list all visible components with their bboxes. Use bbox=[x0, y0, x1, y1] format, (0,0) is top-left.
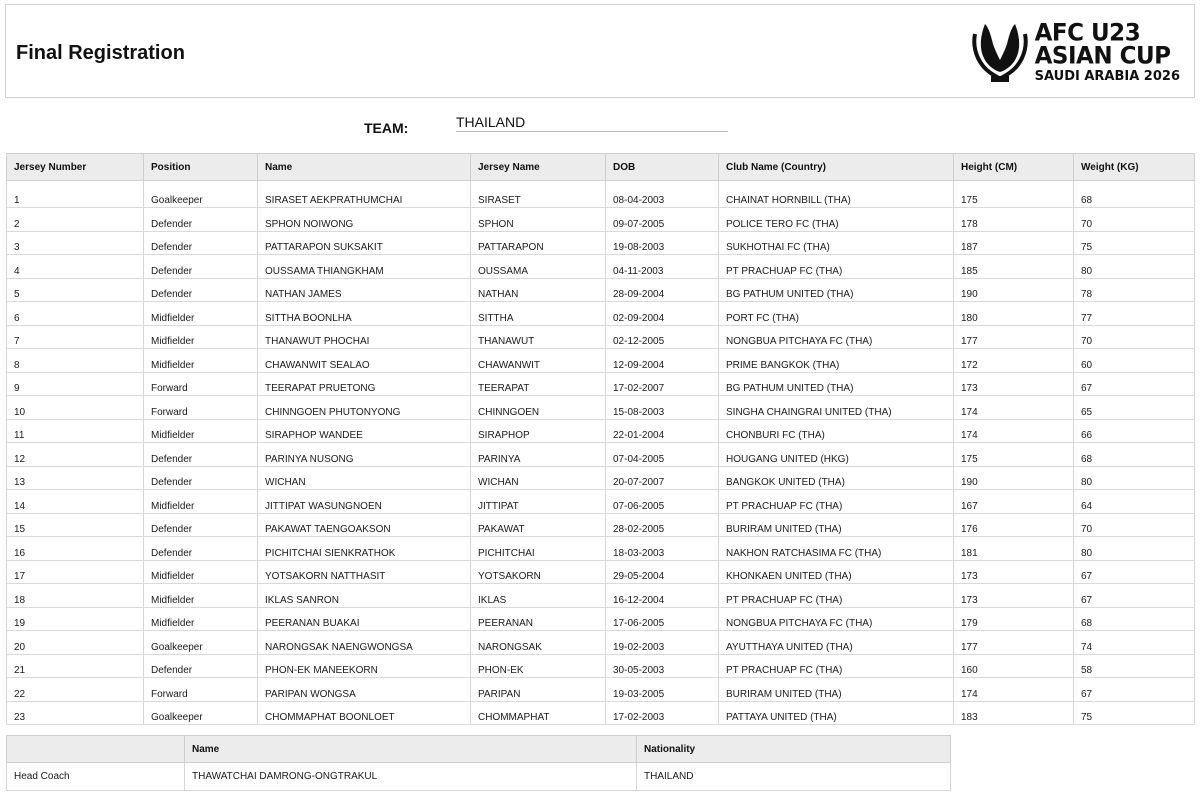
table-row bbox=[7, 631, 1195, 655]
dob-cell: 19-08-2003 bbox=[606, 231, 719, 255]
column-header-dob: DOB bbox=[606, 154, 719, 181]
name-cell: PATTARAPON SUKSAKIT bbox=[258, 231, 471, 255]
position-cell: Midfielder bbox=[144, 560, 258, 584]
table-row bbox=[7, 678, 1195, 702]
height-cell: 178 bbox=[954, 208, 1074, 232]
jersey-number-cell: 20 bbox=[7, 631, 144, 655]
jersey-number-cell: 11 bbox=[7, 419, 144, 443]
weight-cell: 65 bbox=[1074, 396, 1195, 420]
name-cell: IKLAS SANRON bbox=[258, 584, 471, 608]
weight-cell: 67 bbox=[1074, 560, 1195, 584]
dob-cell: 09-07-2005 bbox=[606, 208, 719, 232]
jersey-number-cell: 4 bbox=[7, 255, 144, 279]
dob-cell: 22-01-2004 bbox=[606, 419, 719, 443]
staff-table bbox=[6, 735, 951, 791]
dob-cell: 17-06-2005 bbox=[606, 607, 719, 631]
club-cell: BG PATHUM UNITED (THA) bbox=[719, 278, 954, 302]
jersey-name-cell: NARONGSAK bbox=[471, 631, 606, 655]
club-cell: NAKHON RATCHASIMA FC (THA) bbox=[719, 537, 954, 561]
jersey-number-cell: 8 bbox=[7, 349, 144, 373]
weight-cell: 60 bbox=[1074, 349, 1195, 373]
name-cell: YOTSAKORN NATTHASIT bbox=[258, 560, 471, 584]
position-cell: Defender bbox=[144, 255, 258, 279]
club-cell: BURIRAM UNITED (THA) bbox=[719, 678, 954, 702]
name-cell: WICHAN bbox=[258, 466, 471, 490]
jersey-name-cell: SIRAPHOP bbox=[471, 419, 606, 443]
column-header-jersey-name: Jersey Name bbox=[471, 154, 606, 181]
jersey-name-cell: PHON-EK bbox=[471, 654, 606, 678]
jersey-number-cell: 13 bbox=[7, 466, 144, 490]
table-row bbox=[7, 701, 1195, 725]
name-cell: PICHITCHAI SIENKRATHOK bbox=[258, 537, 471, 561]
dob-cell: 29-05-2004 bbox=[606, 560, 719, 584]
club-cell: PRIME BANGKOK (THA) bbox=[719, 349, 954, 373]
weight-cell: 70 bbox=[1074, 325, 1195, 349]
club-cell: BANGKOK UNITED (THA) bbox=[719, 466, 954, 490]
position-cell: Forward bbox=[144, 372, 258, 396]
weight-cell: 80 bbox=[1074, 255, 1195, 279]
table-row bbox=[7, 654, 1195, 678]
staff-role: Head Coach bbox=[7, 763, 185, 791]
weight-cell: 78 bbox=[1074, 278, 1195, 302]
column-header-nationality: Nationality bbox=[637, 736, 951, 763]
height-cell: 173 bbox=[954, 584, 1074, 608]
height-cell: 181 bbox=[954, 537, 1074, 561]
jersey-number-cell: 19 bbox=[7, 607, 144, 631]
name-cell: SITTHA BOONLHA bbox=[258, 302, 471, 326]
club-cell: CHAINAT HORNBILL (THA) bbox=[719, 181, 954, 208]
position-cell: Defender bbox=[144, 537, 258, 561]
jersey-number-cell: 22 bbox=[7, 678, 144, 702]
dob-cell: 16-12-2004 bbox=[606, 584, 719, 608]
club-cell: PT PRACHUAP FC (THA) bbox=[719, 584, 954, 608]
height-cell: 167 bbox=[954, 490, 1074, 514]
dob-cell: 17-02-2007 bbox=[606, 372, 719, 396]
position-cell: Midfielder bbox=[144, 325, 258, 349]
height-cell: 160 bbox=[954, 654, 1074, 678]
weight-cell: 58 bbox=[1074, 654, 1195, 678]
position-cell: Defender bbox=[144, 654, 258, 678]
jersey-name-cell: NATHAN bbox=[471, 278, 606, 302]
name-cell: TEERAPAT PRUETONG bbox=[258, 372, 471, 396]
name-cell: SIRASET AEKPRATHUMCHAI bbox=[258, 181, 471, 208]
table-row bbox=[7, 443, 1195, 467]
height-cell: 176 bbox=[954, 513, 1074, 537]
weight-cell: 67 bbox=[1074, 678, 1195, 702]
weight-cell: 75 bbox=[1074, 231, 1195, 255]
jersey-name-cell: CHAWANWIT bbox=[471, 349, 606, 373]
jersey-number-cell: 2 bbox=[7, 208, 144, 232]
table-row bbox=[7, 302, 1195, 326]
club-cell: SINGHA CHAINGRAI UNITED (THA) bbox=[719, 396, 954, 420]
club-cell: BURIRAM UNITED (THA) bbox=[719, 513, 954, 537]
staff-name: THAWATCHAI DAMRONG-ONGTRAKUL bbox=[185, 763, 637, 791]
dob-cell: 28-02-2005 bbox=[606, 513, 719, 537]
position-cell: Midfielder bbox=[144, 490, 258, 514]
dob-cell: 04-11-2003 bbox=[606, 255, 719, 279]
weight-cell: 80 bbox=[1074, 537, 1195, 561]
name-cell: PARIPAN WONGSA bbox=[258, 678, 471, 702]
table-row bbox=[7, 181, 1195, 208]
dob-cell: 15-08-2003 bbox=[606, 396, 719, 420]
page-title: Final Registration bbox=[16, 42, 185, 64]
club-cell: PT PRACHUAP FC (THA) bbox=[719, 490, 954, 514]
club-cell: NONGBUA PITCHAYA FC (THA) bbox=[719, 325, 954, 349]
column-header-staff-name: Name bbox=[185, 736, 637, 763]
team-label: TEAM: bbox=[364, 120, 409, 136]
staff-header-row bbox=[7, 736, 951, 763]
name-cell: NARONGSAK NAENGWONGSA bbox=[258, 631, 471, 655]
height-cell: 180 bbox=[954, 302, 1074, 326]
jersey-number-cell: 23 bbox=[7, 701, 144, 725]
name-cell: PHON-EK MANEEKORN bbox=[258, 654, 471, 678]
position-cell: Defender bbox=[144, 278, 258, 302]
table-row bbox=[7, 607, 1195, 631]
jersey-name-cell: SITTHA bbox=[471, 302, 606, 326]
logo-line-2: ASIAN CUP bbox=[1034, 41, 1171, 70]
club-cell: SUKHOTHAI FC (THA) bbox=[719, 231, 954, 255]
column-header-name: Name bbox=[258, 154, 471, 181]
table-row bbox=[7, 231, 1195, 255]
club-cell: PT PRACHUAP FC (THA) bbox=[719, 654, 954, 678]
position-cell: Defender bbox=[144, 231, 258, 255]
jersey-number-cell: 1 bbox=[7, 181, 144, 208]
table-row bbox=[7, 208, 1195, 232]
jersey-number-cell: 18 bbox=[7, 584, 144, 608]
club-cell: CHONBURI FC (THA) bbox=[719, 419, 954, 443]
jersey-name-cell: THANAWUT bbox=[471, 325, 606, 349]
jersey-number-cell: 6 bbox=[7, 302, 144, 326]
column-header-weight: Weight (KG) bbox=[1074, 154, 1195, 181]
jersey-number-cell: 12 bbox=[7, 443, 144, 467]
height-cell: 175 bbox=[954, 443, 1074, 467]
height-cell: 174 bbox=[954, 396, 1074, 420]
dob-cell: 19-03-2005 bbox=[606, 678, 719, 702]
name-cell: JITTIPAT WASUNGNOEN bbox=[258, 490, 471, 514]
table-row bbox=[7, 490, 1195, 514]
position-cell: Midfielder bbox=[144, 302, 258, 326]
jersey-name-cell: TEERAPAT bbox=[471, 372, 606, 396]
position-cell: Midfielder bbox=[144, 607, 258, 631]
club-cell: HOUGANG UNITED (HKG) bbox=[719, 443, 954, 467]
weight-cell: 80 bbox=[1074, 466, 1195, 490]
jersey-number-cell: 21 bbox=[7, 654, 144, 678]
jersey-number-cell: 3 bbox=[7, 231, 144, 255]
tournament-logo bbox=[971, 17, 1180, 87]
position-cell: Goalkeeper bbox=[144, 181, 258, 208]
dob-cell: 02-09-2004 bbox=[606, 302, 719, 326]
table-row bbox=[7, 513, 1195, 537]
height-cell: 183 bbox=[954, 701, 1074, 725]
dob-cell: 17-02-2003 bbox=[606, 701, 719, 725]
height-cell: 179 bbox=[954, 607, 1074, 631]
staff-nationality: THAILAND bbox=[637, 763, 951, 791]
jersey-number-cell: 9 bbox=[7, 372, 144, 396]
club-cell: PT PRACHUAP FC (THA) bbox=[719, 255, 954, 279]
height-cell: 190 bbox=[954, 466, 1074, 490]
table-row bbox=[7, 419, 1195, 443]
roster-header-row bbox=[7, 154, 1195, 181]
dob-cell: 30-05-2003 bbox=[606, 654, 719, 678]
jersey-name-cell: PATTARAPON bbox=[471, 231, 606, 255]
jersey-number-cell: 7 bbox=[7, 325, 144, 349]
table-row bbox=[7, 325, 1195, 349]
height-cell: 174 bbox=[954, 678, 1074, 702]
name-cell: CHAWANWIT SEALAO bbox=[258, 349, 471, 373]
weight-cell: 75 bbox=[1074, 701, 1195, 725]
jersey-name-cell: PEERANAN bbox=[471, 607, 606, 631]
jersey-number-cell: 10 bbox=[7, 396, 144, 420]
jersey-name-cell: IKLAS bbox=[471, 584, 606, 608]
height-cell: 174 bbox=[954, 419, 1074, 443]
position-cell: Forward bbox=[144, 396, 258, 420]
weight-cell: 68 bbox=[1074, 607, 1195, 631]
dob-cell: 02-12-2005 bbox=[606, 325, 719, 349]
club-cell: PORT FC (THA) bbox=[719, 302, 954, 326]
jersey-name-cell: CHINNGOEN bbox=[471, 396, 606, 420]
height-cell: 175 bbox=[954, 181, 1074, 208]
jersey-number-cell: 16 bbox=[7, 537, 144, 561]
dob-cell: 18-03-2003 bbox=[606, 537, 719, 561]
name-cell: NATHAN JAMES bbox=[258, 278, 471, 302]
position-cell: Goalkeeper bbox=[144, 631, 258, 655]
position-cell: Goalkeeper bbox=[144, 701, 258, 725]
jersey-name-cell: YOTSAKORN bbox=[471, 560, 606, 584]
column-header-height: Height (CM) bbox=[954, 154, 1074, 181]
team-field bbox=[364, 116, 728, 136]
table-row bbox=[7, 560, 1195, 584]
weight-cell: 77 bbox=[1074, 302, 1195, 326]
table-row bbox=[7, 255, 1195, 279]
jersey-name-cell: SPHON bbox=[471, 208, 606, 232]
height-cell: 185 bbox=[954, 255, 1074, 279]
position-cell: Defender bbox=[144, 466, 258, 490]
position-cell: Forward bbox=[144, 678, 258, 702]
dob-cell: 28-09-2004 bbox=[606, 278, 719, 302]
dob-cell: 20-07-2007 bbox=[606, 466, 719, 490]
team-value: THAILAND bbox=[456, 114, 728, 132]
table-row bbox=[7, 584, 1195, 608]
table-row bbox=[7, 349, 1195, 373]
jersey-name-cell: CHOMMAPHAT bbox=[471, 701, 606, 725]
height-cell: 177 bbox=[954, 631, 1074, 655]
jersey-name-cell: PAKAWAT bbox=[471, 513, 606, 537]
height-cell: 177 bbox=[954, 325, 1074, 349]
column-header-jersey-number: Jersey Number bbox=[7, 154, 144, 181]
jersey-name-cell: SIRASET bbox=[471, 181, 606, 208]
staff-row bbox=[7, 763, 951, 791]
height-cell: 172 bbox=[954, 349, 1074, 373]
weight-cell: 66 bbox=[1074, 419, 1195, 443]
name-cell: PEERANAN BUAKAI bbox=[258, 607, 471, 631]
trophy-icon bbox=[971, 20, 1029, 84]
table-row bbox=[7, 396, 1195, 420]
position-cell: Defender bbox=[144, 513, 258, 537]
roster-table bbox=[6, 153, 1195, 725]
position-cell: Midfielder bbox=[144, 349, 258, 373]
dob-cell: 19-02-2003 bbox=[606, 631, 719, 655]
name-cell: THANAWUT PHOCHAI bbox=[258, 325, 471, 349]
logo-line-1: AFC U23 bbox=[1034, 18, 1141, 47]
weight-cell: 67 bbox=[1074, 372, 1195, 396]
column-header-club: Club Name (Country) bbox=[719, 154, 954, 181]
name-cell: OUSSAMA THIANGKHAM bbox=[258, 255, 471, 279]
table-row bbox=[7, 278, 1195, 302]
logo-line-3: SAUDI ARABIA 2026 bbox=[1034, 68, 1180, 84]
jersey-name-cell: PICHITCHAI bbox=[471, 537, 606, 561]
height-cell: 173 bbox=[954, 372, 1074, 396]
column-header-role bbox=[7, 736, 185, 763]
jersey-name-cell: OUSSAMA bbox=[471, 255, 606, 279]
club-cell: PATTAYA UNITED (THA) bbox=[719, 701, 954, 725]
name-cell: SIRAPHOP WANDEE bbox=[258, 419, 471, 443]
height-cell: 187 bbox=[954, 231, 1074, 255]
jersey-number-cell: 17 bbox=[7, 560, 144, 584]
column-header-position: Position bbox=[144, 154, 258, 181]
club-cell: KHONKAEN UNITED (THA) bbox=[719, 560, 954, 584]
jersey-name-cell: PARIPAN bbox=[471, 678, 606, 702]
name-cell: CHOMMAPHAT BOONLOET bbox=[258, 701, 471, 725]
position-cell: Defender bbox=[144, 208, 258, 232]
weight-cell: 68 bbox=[1074, 181, 1195, 208]
weight-cell: 68 bbox=[1074, 443, 1195, 467]
weight-cell: 67 bbox=[1074, 584, 1195, 608]
height-cell: 190 bbox=[954, 278, 1074, 302]
page-header bbox=[5, 4, 1195, 98]
club-cell: POLICE TERO FC (THA) bbox=[719, 208, 954, 232]
weight-cell: 64 bbox=[1074, 490, 1195, 514]
position-cell: Midfielder bbox=[144, 419, 258, 443]
name-cell: CHINNGOEN PHUTONYONG bbox=[258, 396, 471, 420]
table-row bbox=[7, 537, 1195, 561]
weight-cell: 70 bbox=[1074, 208, 1195, 232]
jersey-number-cell: 14 bbox=[7, 490, 144, 514]
table-row bbox=[7, 466, 1195, 490]
weight-cell: 74 bbox=[1074, 631, 1195, 655]
dob-cell: 07-06-2005 bbox=[606, 490, 719, 514]
jersey-number-cell: 15 bbox=[7, 513, 144, 537]
dob-cell: 08-04-2003 bbox=[606, 181, 719, 208]
name-cell: PAKAWAT TAENGOAKSON bbox=[258, 513, 471, 537]
club-cell: NONGBUA PITCHAYA FC (THA) bbox=[719, 607, 954, 631]
weight-cell: 70 bbox=[1074, 513, 1195, 537]
dob-cell: 07-04-2005 bbox=[606, 443, 719, 467]
position-cell: Defender bbox=[144, 443, 258, 467]
name-cell: PARINYA NUSONG bbox=[258, 443, 471, 467]
position-cell: Midfielder bbox=[144, 584, 258, 608]
jersey-name-cell: PARINYA bbox=[471, 443, 606, 467]
dob-cell: 12-09-2004 bbox=[606, 349, 719, 373]
name-cell: SPHON NOIWONG bbox=[258, 208, 471, 232]
table-row bbox=[7, 372, 1195, 396]
height-cell: 173 bbox=[954, 560, 1074, 584]
jersey-name-cell: WICHAN bbox=[471, 466, 606, 490]
jersey-number-cell: 5 bbox=[7, 278, 144, 302]
jersey-name-cell: JITTIPAT bbox=[471, 490, 606, 514]
club-cell: BG PATHUM UNITED (THA) bbox=[719, 372, 954, 396]
club-cell: AYUTTHAYA UNITED (THA) bbox=[719, 631, 954, 655]
